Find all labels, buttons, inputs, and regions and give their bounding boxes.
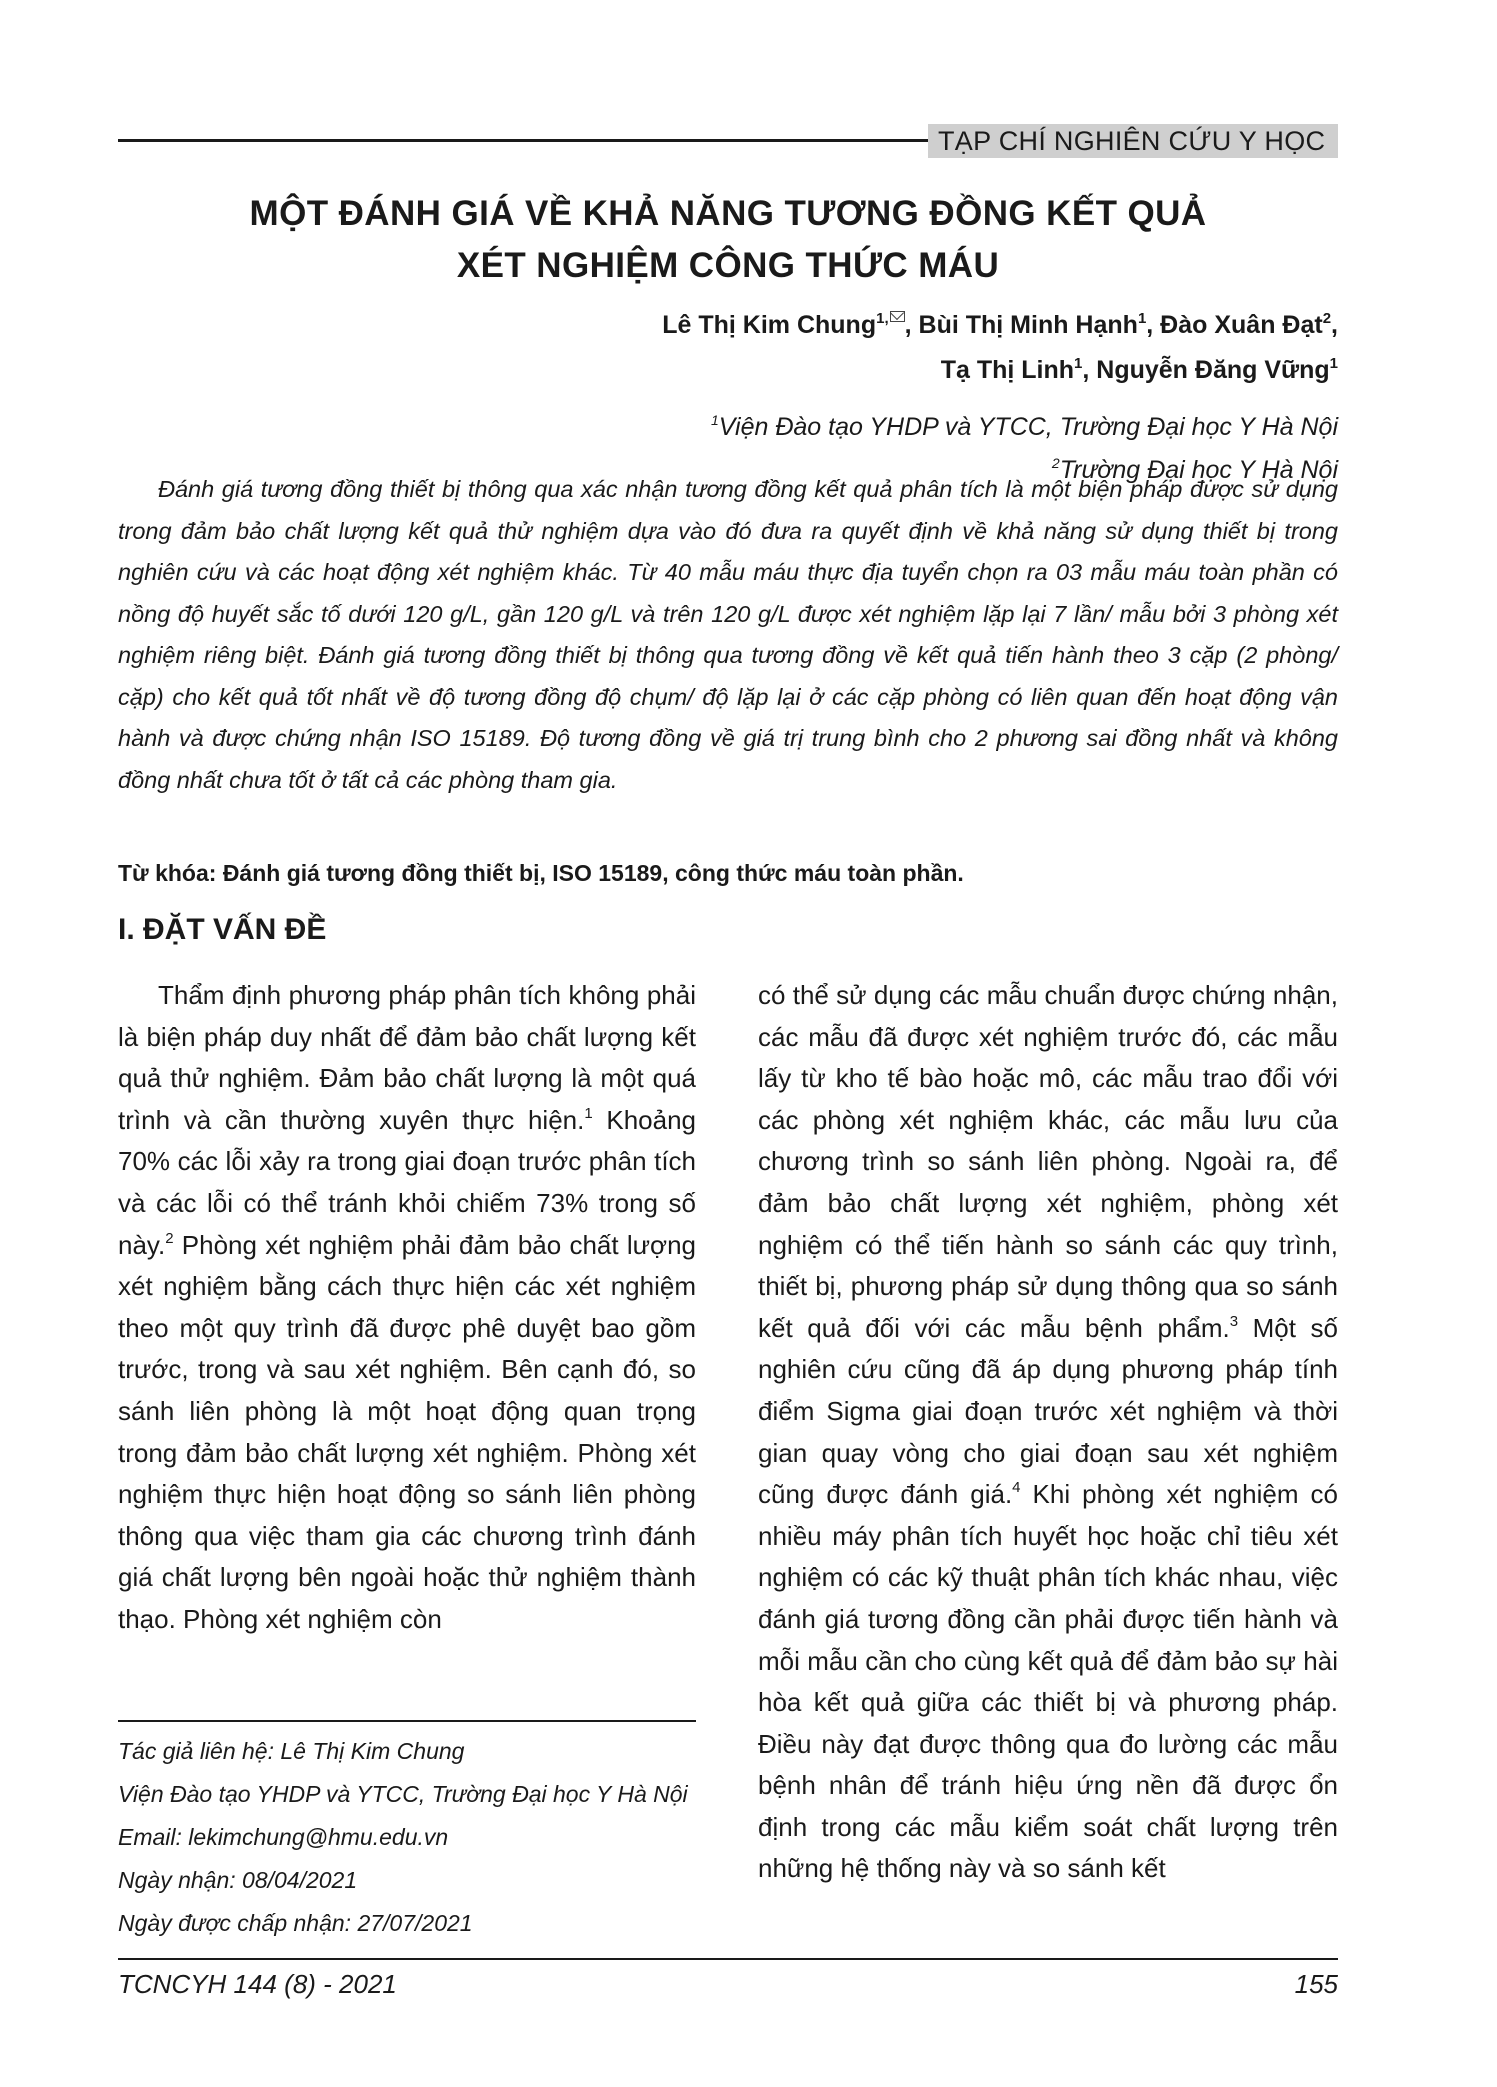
author-affil-ref: 2 [1322,310,1332,327]
author-separator: , [1331,311,1338,339]
affiliation-number: 1 [711,412,719,428]
correspondence-footnote [118,1730,718,1945]
citation-ref: 4 [1012,1479,1021,1497]
body-column-right [758,975,1338,1890]
footnote-rule [118,1720,696,1722]
author-affil-ref: 1 [1074,355,1083,372]
affiliation-text: Viện Đào tạo YHDP và YTCC, Trường Đại học Y Hà Nội [718,413,1338,441]
author-name: , Bùi Thị Minh Hạnh [904,311,1138,339]
citation-ref: 1 [584,1104,593,1122]
paragraph-text: có thể sử dụng các mẫu chuẩn được chứng nhận, các mẫu đã được xét nghiệm trước đó, các mẫu lấy từ kho tế bào hoặc mô, các mẫu trao đổi với các phòng xét nghiệm khác, các mẫu lưu của chương trình so sánh liên phòng. Ngoài ra, để đảm bảo chất lượng xét nghiệm, phòng xét nghiệm có thể tiến hành so sánh các quy trình, thiết bị, phương pháp sử dụng thông qua so sánh kết quả đối với các mẫu bệnh phẩm. [758,980,1338,1343]
footer-rule [118,1958,1338,1960]
paragraph-text: Khi phòng xét nghiệm có nhiều máy phân tích huyết học hoặc chỉ tiêu xét nghiệm có các kỹ thuật phân tích khác nhau, việc đánh giá tương đồng cần phải được tiến hành và mỗi mẫu cần cho cùng kết quả để đảm bảo sự hài hòa kết quả giữa các thiết bị và phương pháp. Điều này đạt được thông qua đo lường các mẫu bệnh nhân để tránh hiệu ứng nền đã được ổn định trong các mẫu kiểm soát chất lượng trên những hệ thống này và so sánh kết [758,1479,1338,1884]
author-name: Lê Thị Kim Chung [662,311,877,339]
section-heading: I. ĐẶT VẤN ĐỀ [118,913,327,946]
author-affil-ref: 1 [1329,355,1338,372]
author-affil-ref: 1, [876,310,889,327]
footnote-accepted-date: Ngày được chấp nhận: 27/07/2021 [118,1910,473,1936]
journal-name-tag: TẠP CHÍ NGHIÊN CỨU Y HỌC [928,124,1338,158]
footnote-institution: Viện Đào tạo YHDP và YTCC, Trường Đại học Y Hà Nội [118,1781,688,1807]
author-name: , Nguyễn Đăng Vững [1082,356,1330,384]
author-name: , Đào Xuân Đạt [1146,311,1323,339]
author-name: Tạ Thị Linh [940,356,1075,384]
title-line-1: MỘT ĐÁNH GIÁ VỀ KHẢ NĂNG TƯƠNG ĐỒNG KẾT QUẢ [249,194,1207,233]
title-line-2: XÉT NGHIỆM CÔNG THỨC MÁU [456,246,1000,285]
article-title [118,188,1338,292]
paragraph-text: Một số nghiên cứu cũng đã áp dụng phương pháp tính điểm Sigma giai đoạn trước xét nghiệm và thời gian quay vòng cho giai đoạn sau xét nghiệm cũng được đánh giá. [758,1312,1339,1510]
body-column-left [118,975,696,1641]
affiliation-1 [711,406,1338,449]
paragraph-text: Khoảng 70% các lỗi xảy ra trong giai đoạn trước phân tích và các lỗi có thể tránh khỏi chiếm 73% trong số này. [118,1104,696,1260]
envelope-icon [890,311,905,322]
abstract: Đánh giá tương đồng thiết bị thông qua xác nhận tương đồng kết quả phân tích là một biện pháp được sử dụng trong đảm bảo chất lượng kết quả thử nghiệm dựa vào đó đưa ra quyết định về khả năng sử dụng thiết bị trong nghiên cứu và các hoạt động xét nghiệm khác. Từ 40 mẫu máu thực địa tuyển chọn ra 03 mẫu máu toàn phần có nồng độ huyết sắc tố dưới 120 g/L, gần 120 g/L và trên 120 g/L được xét nghiệm lặp lại 7 lần/ mẫu bởi 3 phòng xét nghiệm riêng biệt. Đánh giá tương đồng thiết bị thông qua tương đồng về kết quả tiến hành theo 3 cặp (2 phòng/ cặp) cho kết quả tốt nhất về độ tương đồng độ chụm/ độ lặp lại ở các cặp phòng có liên quan đến hoạt động vận hành và được chứng nhận ISO 15189. Độ tương đồng về giá trị trung bình cho 2 phương sai đồng nhất và không đồng nhất chưa tốt ở tất cả các phòng tham gia. [118,476,1338,793]
author-list [662,303,1338,393]
affiliation-number: 2 [1051,455,1060,471]
author-line-2 [662,348,1338,393]
affiliation-text: Trường Đại học Y Hà Nội [1059,456,1338,484]
citation-ref: 3 [1229,1312,1239,1330]
footnote-author: Tác giả liên hệ: Lê Thị Kim Chung [118,1738,465,1764]
author-line-1 [662,303,1338,348]
citation-ref: 2 [165,1229,174,1247]
journal-issue: TCNCYH 144 (8) - 2021 [118,1969,397,1999]
paragraph-text: Phòng xét nghiệm phải đảm bảo chất lượng xét nghiệm bằng cách thực hiện các xét nghiệm theo một quy trình đã được phê duyệt bao gồm trước, trong và sau xét nghiệm. Bên cạnh đó, so sánh liên phòng là một hoạt động quan trọng trong đảm bảo chất lượng xét nghiệm. Phòng xét nghiệm thực hiện hoạt động so sánh liên phòng thông qua việc tham gia các chương trình đánh giá chất lượng bên ngoài hoặc thử nghiệm thành thạo. Phòng xét nghiệm còn [118,1229,696,1634]
footnote-received-date: Ngày nhận: 08/04/2021 [118,1867,358,1893]
header-rule [118,139,928,142]
footnote-email: Email: lekimchung@hmu.edu.vn [118,1824,449,1850]
page-number: 155 [1294,1969,1338,1999]
author-affil-ref: 1 [1137,310,1147,327]
keywords: Từ khóa: Đánh giá tương đồng thiết bị, ISO 15189, công thức máu toàn phần. [118,860,964,886]
paragraph-text: Thẩm định phương pháp phân tích không phải là biện pháp duy nhất để đảm bảo chất lượng kết quả thử nghiệm. Đảm bảo chất lượng là một quá trình và cần thường xuyên thực hiện. [118,980,696,1135]
